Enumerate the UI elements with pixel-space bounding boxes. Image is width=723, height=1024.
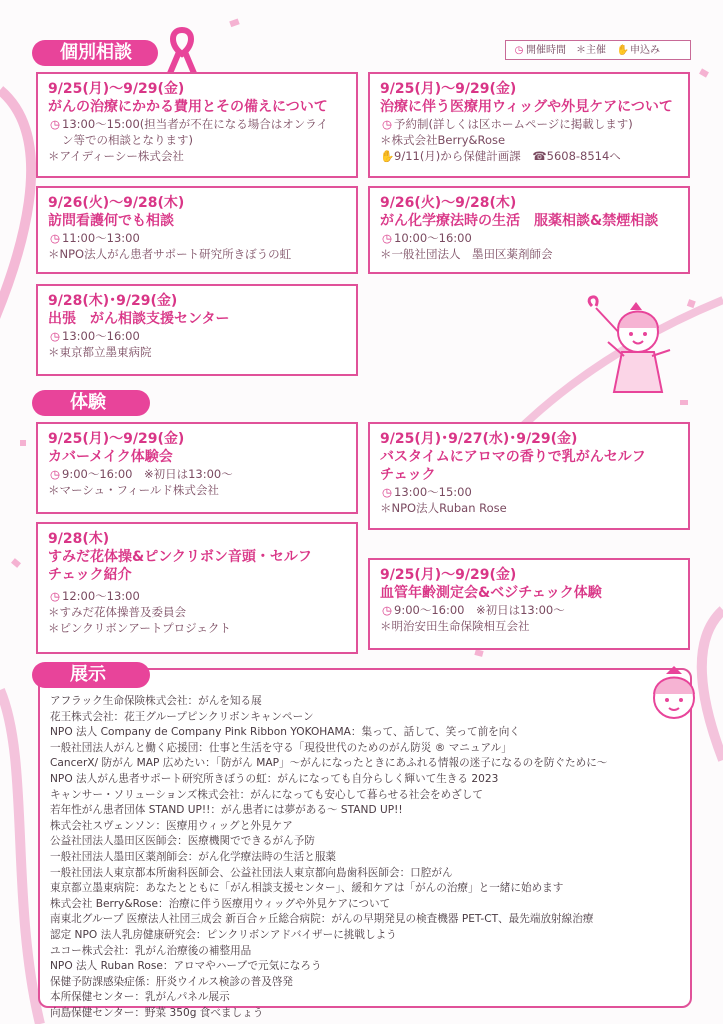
exhibit-item: 若年性がん患者団体 STAND UP!!：がん患者には夢がある〜 STAND UP!! xyxy=(50,804,403,817)
experience-card-3: 9/28(木) すみだ花体操&ピンクリボン音頭・セルフ チェック紹介 ◷ 12:00〜13:00 ＊すみだ花体操普及委員会 ＊ピンクリボンアートプロジェクト xyxy=(36,522,358,654)
exhibit-item: 向島保健センター：野菜 350g 食べましょう xyxy=(50,1006,264,1019)
clock-icon: ◷ xyxy=(49,231,61,245)
clock-icon: ◷ xyxy=(381,231,393,245)
section-title-experience: 体験 xyxy=(32,390,150,416)
exhibit-item: 一般社団法人がんと働く応援団：仕事と生活を守る「現役世代のためのがん防災 ® マニュアル」 xyxy=(50,741,512,754)
clock-icon: ◷ xyxy=(49,329,61,343)
girl-mascot-illustration xyxy=(578,292,688,396)
exhibit-item: ユコー株式会社：乳がん治療後の補整用品 xyxy=(50,944,252,957)
clock-icon: ◷ xyxy=(514,45,524,56)
exhibit-item: キャンサー・ソリューションズ株式会社：がんになっても安心して暮らせる社会をめざして xyxy=(50,788,483,801)
exhibit-list xyxy=(38,668,692,1019)
exhibit-item: NPO 法人 Ruban Rose：アロマやハーブで元気になろう xyxy=(50,960,322,973)
legend-apply: ✋申込み xyxy=(616,41,660,59)
exhibit-item: 一般社団法人東京都本所歯科医師会、公益社団法人東京都向島歯科医師会：口腔がん xyxy=(50,866,453,879)
exhibit-item: 株式会社 Berry&Rose：治療に伴う医療用ウィッグや外見ケアについて xyxy=(50,897,391,910)
exhibit-item: 公益社団法人墨田区医師会：医療機関でできるがん予防 xyxy=(50,835,315,848)
exhibit-item: 一般社団法人墨田区薬剤師会：がん化学療法時の生活と服薬 xyxy=(50,850,337,863)
clock-icon: ◷ xyxy=(381,485,393,499)
consult-card-2: 9/25(月)〜9/29(金) 治療に伴う医療用ウィッグや外見ケアについて ◷ 予約制(詳しくは区ホームページに掲載します) ＊株式会社Berry&Rose ✋9/11(月)から保健計画課 ☎5608-8514へ xyxy=(368,72,690,178)
consult-card-1: 9/25(月)〜9/29(金) がんの治療にかかる費用とその備えについて ◷ 13:00〜15:00(担当者が不在になる場合はオンライ ン等での相談となります) ＊アイディーシー株式会社 xyxy=(36,72,358,178)
exhibit-item: NPO 法人 Company de Company Pink Ribbon YOKOHAMA：集って、話して、笑って前を向く xyxy=(50,726,520,739)
consult-card-4: 9/26(火)〜9/28(木) がん化学療法時の生活 服薬相談&禁煙相談 ◷ 10:00〜16:00 ＊一般社団法人 墨田区薬剤師会 xyxy=(368,186,690,274)
consult-card-3: 9/26(火)〜9/28(木) 訪問看護何でも相談 ◷ 11:00〜13:00 ＊NPO法人がん患者サポート研究所きぼうの虹 xyxy=(36,186,358,274)
legend-host: ＊主催 xyxy=(576,45,606,56)
exhibit-item: 保健予防課感染症係：肝炎ウイルス検診の普及啓発 xyxy=(50,975,294,988)
experience-card-2: 9/25(月)･9/27(水)･9/29(金) バスタイムにアロマの香りで乳がんセルフ チェック ◷ 13:00〜15:00 ＊NPO法人Ruban Rose xyxy=(368,422,690,530)
clock-icon: ◷ xyxy=(49,117,61,131)
consult-card-5: 9/28(木)･9/29(金) 出張 がん相談支援センター ◷ 13:00〜16:00 ＊東京都立墨東病院 xyxy=(36,284,358,376)
phone-number: ☎5608-8514へ xyxy=(532,149,621,163)
hand-icon: ✋ xyxy=(616,45,630,56)
exhibit-rows xyxy=(50,694,680,1021)
exhibit-item: 南東北グループ 医療法人社団三成会 新百合ヶ丘総合病院：がんの早期発見の検査機器 PET-CT、最先端放射線治療 xyxy=(50,913,594,926)
experience-card-1: 9/25(月)〜9/29(金) カバーメイク体験会 ◷ 9:00〜16:00 ※初日は13:00〜 ＊マーシュ・フィールド株式会社 xyxy=(36,422,358,514)
exhibit-item: 認定 NPO 法人乳房健康研究会：ピンクリボンアドバイザーに挑戦しよう xyxy=(50,928,397,941)
girl-face-illustration xyxy=(642,664,706,728)
clock-icon: ◷ xyxy=(49,467,61,481)
hand-icon: ✋ xyxy=(380,149,395,163)
clock-icon: ◷ xyxy=(49,589,61,603)
exhibit-item: NPO 法人がん患者サポート研究所きぼうの虹：がんになっても自分らしく輝いて生きる 2023 xyxy=(50,772,499,785)
exhibit-item: 花王株式会社：花王グループピンクリボンキャンペーン xyxy=(50,710,314,723)
clock-icon: ◷ xyxy=(381,603,393,617)
exhibit-item: 東京都立墨東病院：あなたとともに「がん相談支援センター」、緩和ケアは「がんの治療」と一緒に始めます xyxy=(50,882,564,895)
exhibit-item: 本所保健センター：乳がんパネル展示 xyxy=(50,991,230,1004)
clock-icon: ◷ xyxy=(381,117,393,131)
exhibit-item: アフラック生命保険株式会社：がんを知る展 xyxy=(50,695,262,707)
legend-box xyxy=(505,40,691,60)
legend-time: ◷ 開催時間 xyxy=(512,41,566,59)
exhibit-item: CancerX/ 防がん MAP 広めたい：「防がん MAP」〜がんになったときにあふれる情報の迷子になるのを防ぐために〜 xyxy=(50,757,608,770)
exhibit-item: 株式会社スヴェンソン：医療用ウィッグと外見ケア xyxy=(50,819,293,832)
section-title-exhibit: 展示 xyxy=(32,662,150,688)
section-title-consult: 個別相談 xyxy=(32,40,158,66)
experience-card-4: 9/25(月)〜9/29(金) 血管年齢測定会&ベジチェック体験 ◷ 9:00〜16:00 ※初日は13:00〜 ＊明治安田生命保険相互会社 xyxy=(368,558,690,650)
